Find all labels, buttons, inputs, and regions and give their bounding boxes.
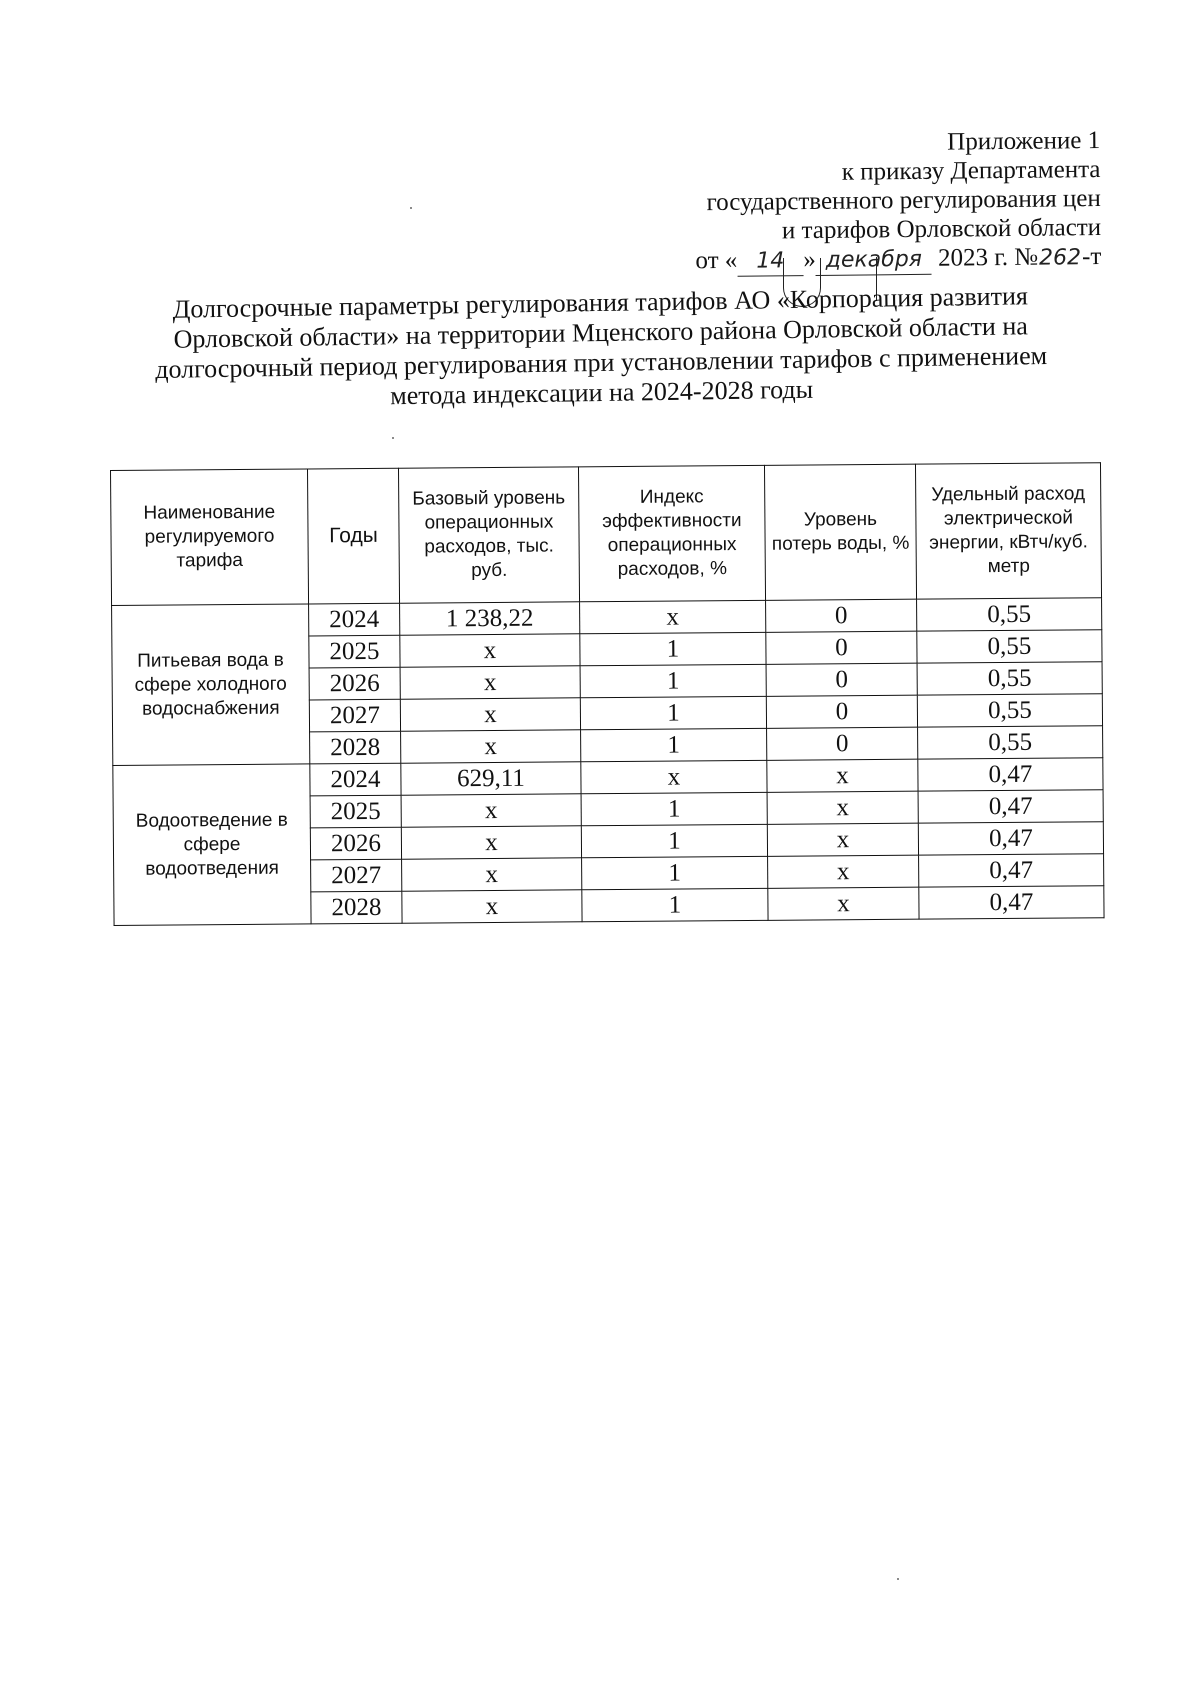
year-cell: 2027	[309, 699, 400, 732]
energy-consumption-cell: 0,55	[917, 662, 1102, 695]
header-tariff-name: Наименование регулируемого тарифа	[111, 469, 309, 606]
header-base-opex: Базовый уровень операционных расходов, тыс. руб.	[398, 467, 579, 603]
tariff-group-name: Питьевая вода в сфере холодного водоснабжения	[112, 604, 310, 766]
water-loss-cell: х	[767, 759, 918, 792]
water-loss-cell: 0	[766, 599, 917, 632]
water-loss-cell: 0	[766, 695, 917, 728]
energy-consumption-cell: 0,55	[917, 630, 1102, 663]
header-water-loss: Уровень потерь воды, %	[764, 464, 916, 600]
efficiency-index-cell: 1	[582, 888, 768, 921]
scan-speck	[392, 437, 394, 439]
efficiency-index-cell: 1	[582, 856, 768, 889]
title-line-3: долгосрочный период регулирования при установлении тарифов с применением	[155, 340, 1048, 384]
handwritten-order-number: 262	[1038, 245, 1082, 271]
year-cell: 2025	[310, 795, 401, 828]
water-loss-cell: 0	[766, 663, 917, 696]
energy-consumption-cell: 0,47	[919, 854, 1104, 887]
base-opex-cell: 1 238,22	[400, 602, 580, 635]
base-opex-cell: х	[400, 698, 580, 731]
date-separator: »	[803, 245, 816, 274]
annex-department: государственного регулирования цен	[706, 184, 1101, 217]
year-cell: 2027	[311, 859, 402, 892]
parameters-table-wrapper	[110, 462, 1104, 926]
energy-consumption-cell: 0,55	[917, 694, 1102, 727]
base-opex-cell: х	[401, 826, 581, 859]
energy-consumption-cell: 0,47	[918, 790, 1103, 823]
date-prefix: от «	[695, 246, 738, 275]
table-body	[112, 598, 1104, 926]
base-opex-cell: х	[400, 634, 580, 667]
water-loss-cell: х	[768, 855, 919, 888]
efficiency-index-cell: 1	[580, 696, 766, 729]
table-header-row	[111, 463, 1102, 606]
handwritten-month: декабря	[816, 245, 932, 276]
document-title	[120, 280, 1082, 415]
header-years: Годы	[307, 468, 399, 604]
year-cell: 2026	[310, 827, 401, 860]
annex-date-line	[541, 242, 1101, 279]
efficiency-index-cell: 1	[580, 632, 766, 665]
scan-speck	[897, 1578, 899, 1580]
energy-consumption-cell: 0,47	[919, 886, 1104, 919]
base-opex-cell: х	[402, 890, 582, 923]
base-opex-cell: х	[401, 794, 581, 827]
base-opex-cell: х	[402, 858, 582, 891]
energy-consumption-cell: 0,47	[918, 822, 1103, 855]
water-loss-cell: 0	[766, 631, 917, 664]
handwritten-day: 14	[737, 246, 803, 277]
water-loss-cell: х	[768, 887, 919, 920]
title-line-4: метода индексации на 2024-2028 годы	[390, 374, 814, 411]
energy-consumption-cell: 0,47	[918, 758, 1103, 791]
scan-speck	[410, 207, 412, 209]
water-loss-cell: 0	[767, 727, 918, 760]
annex-region: и тарифов Орловской области	[781, 213, 1102, 245]
water-loss-cell: х	[767, 791, 918, 824]
title-line-2: Орловской области» на территории Мценского района Орловской области на	[173, 311, 1028, 354]
efficiency-index-cell: 1	[581, 824, 767, 857]
base-opex-cell: х	[400, 666, 580, 699]
year-cell: 2028	[310, 731, 401, 764]
title-line-1: Долгосрочные параметры регулирования тарифов АО «Корпорация развития	[172, 281, 1029, 324]
year-cell: 2025	[309, 635, 400, 668]
annex-title: Приложение 1	[947, 126, 1101, 156]
base-opex-cell: х	[401, 730, 581, 763]
water-loss-cell: х	[767, 823, 918, 856]
header-energy-consumption: Удельный расход электрической энергии, кВтч/куб. метр	[915, 463, 1101, 599]
date-suffix: -т	[1081, 242, 1102, 271]
year-cell: 2026	[309, 667, 400, 700]
efficiency-index-cell: х	[580, 600, 766, 633]
year-cell: 2024	[310, 763, 401, 796]
tariff-group-name: Водоотведение в сфере водоотведения	[113, 764, 311, 926]
year-cell: 2028	[311, 891, 402, 924]
efficiency-index-cell: 1	[581, 728, 767, 761]
efficiency-index-cell: 1	[581, 792, 767, 825]
year-cell: 2024	[309, 603, 400, 636]
parameters-table	[110, 462, 1105, 926]
efficiency-index-cell: 1	[580, 664, 766, 697]
base-opex-cell: 629,11	[401, 762, 581, 795]
efficiency-index-cell: х	[581, 760, 767, 793]
annex-header	[540, 126, 1102, 279]
annex-order-ref: к приказу Департамента	[841, 155, 1101, 186]
date-year: 2023 г. №	[931, 243, 1039, 272]
energy-consumption-cell: 0,55	[918, 726, 1103, 759]
header-efficiency-index: Индекс эффективности операционных расходов, %	[578, 465, 765, 601]
energy-consumption-cell: 0,55	[917, 598, 1102, 631]
